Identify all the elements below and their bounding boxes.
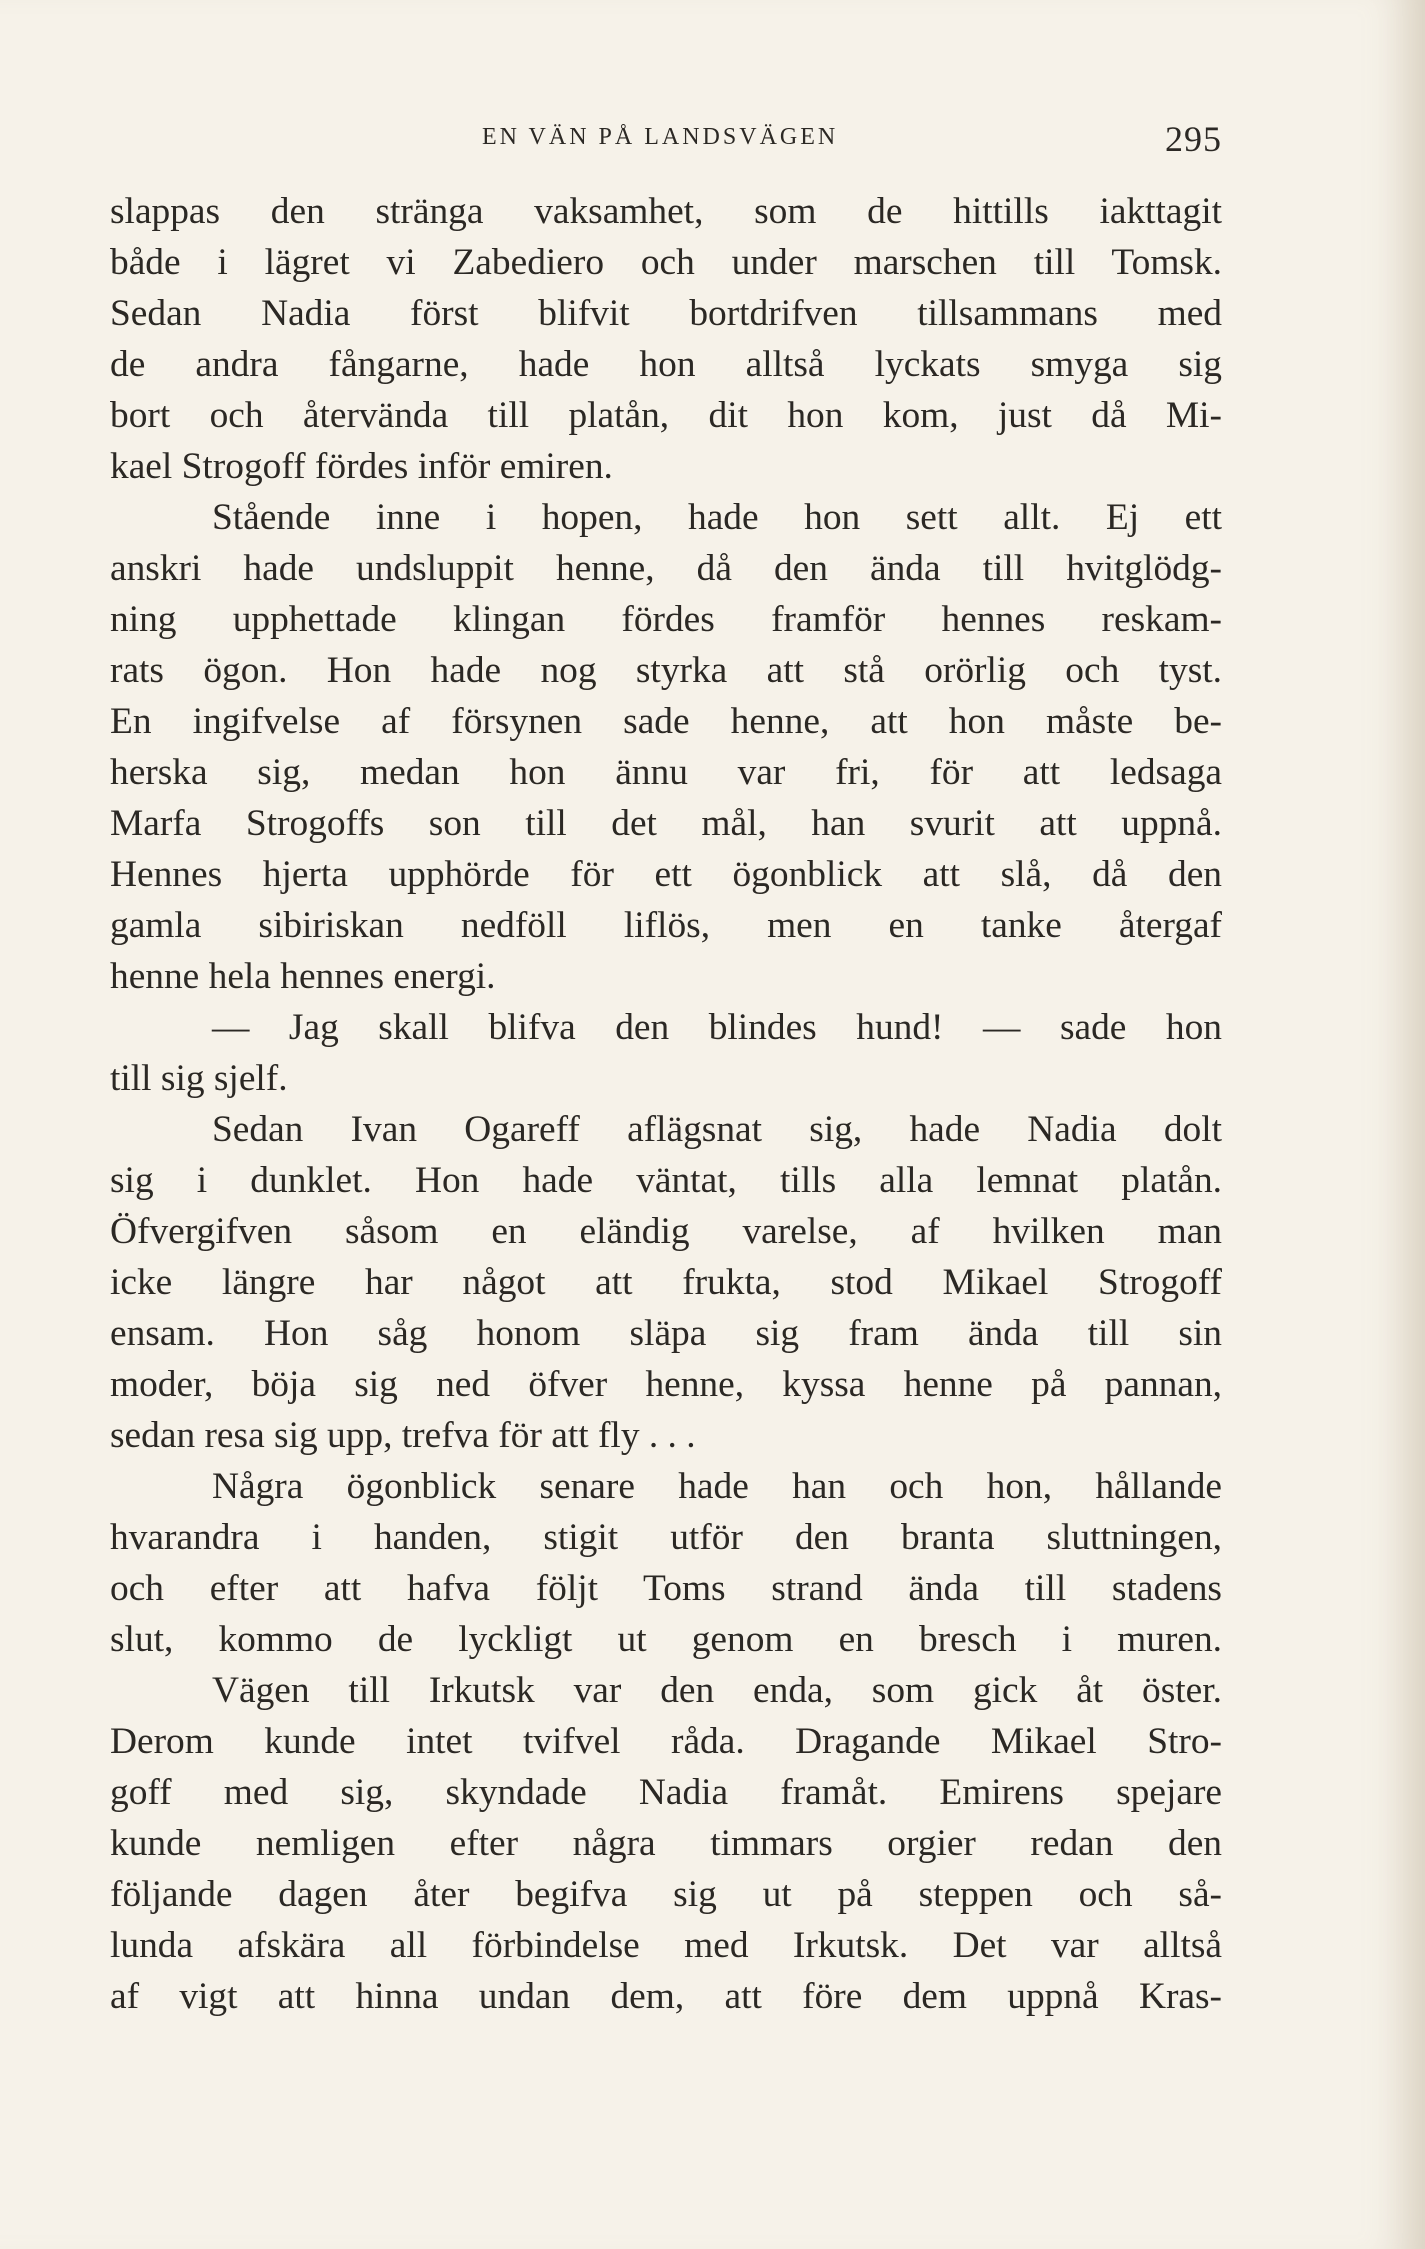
text-line: Hennes hjerta upphörde för ett ögonblick att slå, då den xyxy=(110,854,1222,895)
text-line: anskri hade undsluppit henne, då den ända till hvitglödg- xyxy=(110,548,1222,589)
text-line: de andra fångarne, hade hon alltså lyckats smyga sig xyxy=(110,344,1222,385)
body-text xyxy=(110,186,1222,2022)
text-line: En ingifvelse af försynen sade henne, att hon måste be- xyxy=(110,701,1222,742)
text-line: ning upphettade klingan fördes framför hennes reskam- xyxy=(110,599,1222,640)
text-line: både i lägret vi Zabediero och under marschen till Tomsk. xyxy=(110,242,1222,283)
text-line: kael Strogoff fördes inför emiren. xyxy=(110,446,613,487)
text-line: och efter att hafva följt Toms strand ända till stadens xyxy=(110,1568,1222,1609)
text-line: bort och återvända till platån, dit hon kom, just då Mi- xyxy=(110,395,1222,436)
text-line: icke längre har något att frukta, stod Mikael Strogoff xyxy=(110,1262,1222,1303)
text-line: slut, kommo de lyckligt ut genom en bresch i muren. xyxy=(110,1619,1222,1660)
text-line: Öfvergifven såsom en eländig varelse, af hvilken man xyxy=(110,1211,1222,1252)
text-line: rats ögon. Hon hade nog styrka att stå orörlig och tyst. xyxy=(110,650,1222,691)
text-line: följande dagen åter begifva sig ut på steppen och så- xyxy=(110,1874,1222,1915)
page-number: 295 xyxy=(1165,119,1222,159)
text-line: Sedan Nadia först blifvit bortdrifven tillsammans med xyxy=(110,293,1222,334)
text-line: Marfa Strogoffs son till det mål, han svurit att uppnå. xyxy=(110,803,1222,844)
text-line: lunda afskära all förbindelse med Irkutsk. Det var alltså xyxy=(110,1925,1222,1966)
text-line: — Jag skall blifva den blindes hund! — sade hon xyxy=(212,1007,1222,1048)
text-line: till sig sjelf. xyxy=(110,1058,288,1099)
text-line: kunde nemligen efter några timmars orgier redan den xyxy=(110,1823,1222,1864)
text-line: Stående inne i hopen, hade hon sett allt. Ej ett xyxy=(212,497,1222,538)
text-line: sedan resa sig upp, trefva för att fly . . . xyxy=(110,1415,696,1456)
text-line: Sedan Ivan Ogareff aflägsnat sig, hade Nadia dolt xyxy=(212,1109,1222,1150)
text-line: af vigt att hinna undan dem, att före dem uppnå Kras- xyxy=(110,1976,1222,2017)
text-line: ensam. Hon såg honom släpa sig fram ända till sin xyxy=(110,1313,1222,1354)
text-line: Vägen till Irkutsk var den enda, som gick åt öster. xyxy=(212,1670,1222,1711)
text-line: moder, böja sig ned öfver henne, kyssa henne på pannan, xyxy=(110,1364,1222,1405)
text-line: Några ögonblick senare hade han och hon, hållande xyxy=(212,1466,1222,1507)
text-line: herska sig, medan hon ännu var fri, för att ledsaga xyxy=(110,752,1222,793)
text-line: Derom kunde intet tvifvel råda. Dragande Mikael Stro- xyxy=(110,1721,1222,1762)
text-line: slappas den stränga vaksamhet, som de hittills iakttagit xyxy=(110,191,1222,232)
page-header xyxy=(110,118,1222,178)
running-title: EN VÄN PÅ LANDSVÄGEN xyxy=(482,124,839,150)
text-line: gamla sibiriskan nedföll liflös, men en tanke återgaf xyxy=(110,905,1222,946)
text-line: goff med sig, skyndade Nadia framåt. Emirens spejare xyxy=(110,1772,1222,1813)
text-line: hvarandra i handen, stigit utför den branta sluttningen, xyxy=(110,1517,1222,1558)
text-line: henne hela hennes energi. xyxy=(110,956,496,997)
text-line: sig i dunklet. Hon hade väntat, tills alla lemnat platån. xyxy=(110,1160,1222,1201)
